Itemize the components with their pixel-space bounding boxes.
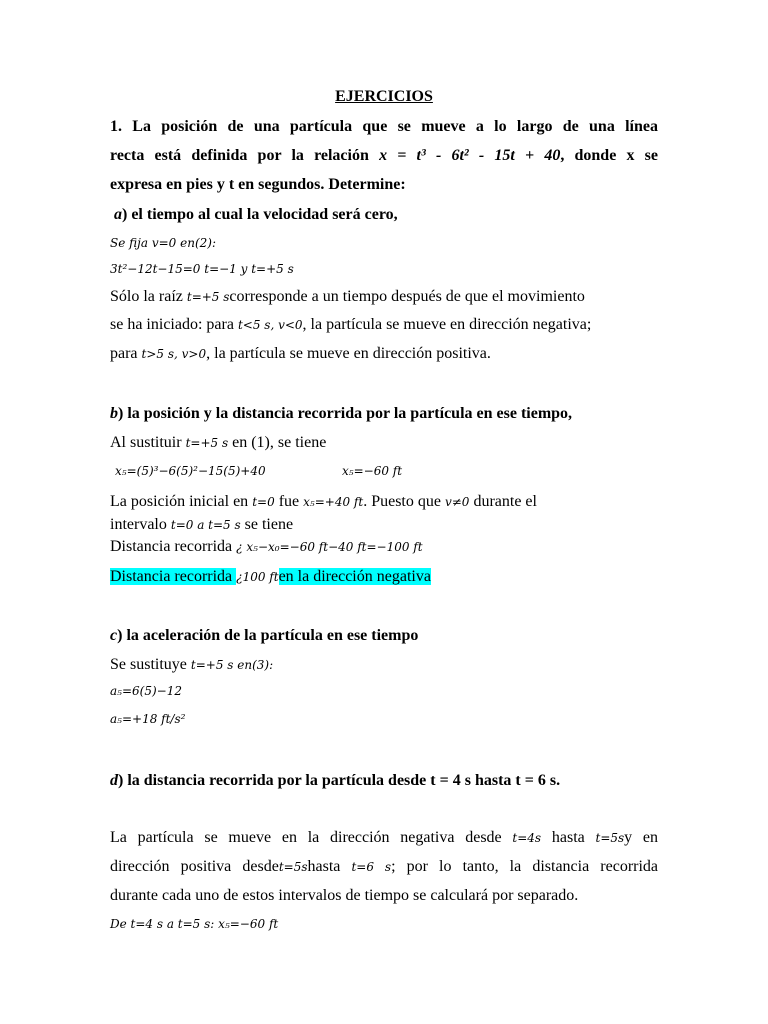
equation-b-1-result: x₅=−60 ft — [342, 464, 403, 478]
text-b-line-3: intervalo t=0 a t=5 s se tiene — [110, 516, 294, 533]
text-d-line-1: La partícula se mueve en la dirección negativa desde t=4s hasta t=5sy en — [110, 829, 659, 846]
equation-a-2: 3t²−12t−15=0 t=−1 y t=+5 s — [110, 262, 294, 276]
text-d-line-2: dirección positiva desdet=5shasta t=6 s; por lo tanto, la distancia recorrida — [110, 858, 659, 875]
text-b-line-2: La posición inicial en t=0 fue x₅=+40 ft. Puesto que v≠0 durante el — [110, 493, 537, 510]
page-title: EJERCICIOS — [335, 88, 433, 105]
problem-line-1: 1. La posición de una partícula que se mueve a lo largo de una línea — [110, 118, 658, 135]
problem-line-2: recta está definida por la relación x = t³ - 6t² - 15t + 40, donde x se — [110, 147, 658, 164]
equation-d-1: De t=4 s a t=5 s: x₅=−60 ft — [110, 917, 279, 931]
text-a-line-1: Sólo la raíz t=+5 scorresponde a un tiempo después de que el movimiento — [110, 288, 585, 305]
section-d-heading: d) la distancia recorrida por la partícula desde t = 4 s hasta t = 6 s. — [110, 772, 561, 789]
text-c-line-1: Se sustituye t=+5 s en(3): — [110, 656, 274, 673]
equation-c-2: a₅=+18 ft/s² — [110, 712, 186, 726]
text-b-line-1: Al sustituir t=+5 s en (1), se tiene — [110, 434, 327, 451]
text-a-line-2: se ha iniciado: para t<5 s, v<0, la partícula se mueve en dirección negativa; — [110, 316, 592, 333]
section-c-heading: c) la aceleración de la partícula en ese tiempo — [110, 627, 419, 644]
section-a-heading: a) el tiempo al cual la velocidad será cero, — [114, 206, 398, 223]
distance-line-2-highlighted: Distancia recorrida ¿100 ften la dirección negativa — [110, 568, 431, 585]
equation-b-1: x₅=(5)³−6(5)²−15(5)+40 — [115, 464, 266, 478]
section-b-heading: b) la posición y la distancia recorrida por la partícula en ese tiempo, — [110, 405, 573, 422]
text-a-line-3: para t>5 s, v>0, la partícula se mueve en dirección positiva. — [110, 345, 491, 362]
equation-c-1: a₅=6(5)−12 — [110, 684, 182, 698]
equation-a-1: Se fija v=0 en(2): — [110, 236, 216, 250]
problem-line-3: expresa en pies y t en segundos. Determine: — [110, 176, 406, 193]
distance-line-1: Distancia recorrida ¿ x₅−x₀=−60 ft−40 ft=−100 ft — [110, 538, 423, 555]
text-d-line-3: durante cada uno de estos intervalos de tiempo se calculará por separado. — [110, 887, 579, 904]
